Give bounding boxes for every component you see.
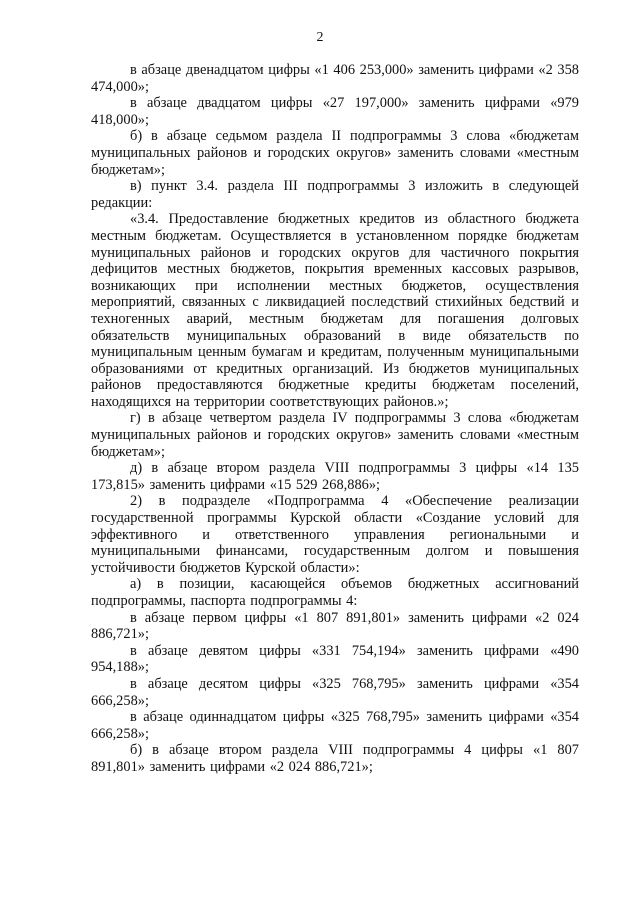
paragraph: в абзаце двадцатом цифры «27 197,000» заменить цифрами «979 418,000»;: [91, 95, 579, 128]
document-body: [91, 62, 579, 776]
paragraph: а) в позиции, касающейся объемов бюджетных ассигнований подпрограммы, паспорта подпрограммы 4:: [91, 576, 579, 609]
page-number: 2: [316, 30, 324, 45]
paragraph: д) в абзаце втором раздела VIII подпрограммы 3 цифры «14 135 173,815» заменить цифрами «15 529 268,886»;: [91, 460, 579, 493]
paragraph: «3.4. Предоставление бюджетных кредитов из областного бюджета местным бюджетам. Осуществляется в установленном порядке бюджетам муниципальных районов и городских округов для частичного покрытия дефицитов местных бюджетов, покрытия временных кассовых разрывов, возникающих при исполнении местных бюджетов, осуществления мероприятий, связанных с ликвидацией последствий стихийных бедствий и техногенных аварий, местным бюджетам для погашения долговых обязательств муниципальных образований в виде обязательств по муниципальным ценным бумагам и кредитам, полученным муниципальными образованиями от кредитных организаций. Из бюджетов муниципальных районов предоставляются бюджетные кредиты бюджетам поселений, находящихся на территории соответствующих районов.»;: [91, 211, 579, 410]
paragraph: б) в абзаце седьмом раздела II подпрограммы 3 слова «бюджетам муниципальных районов и городских округов» заменить словами «местным бюджетам»;: [91, 128, 579, 178]
paragraph: в абзаце девятом цифры «331 754,194» заменить цифрами «490 954,188»;: [91, 642, 579, 676]
paragraph: б) в абзаце втором раздела VIII подпрограммы 4 цифры «1 807 891,801» заменить цифрами «2 024 886,721»;: [91, 742, 579, 775]
paragraph: в абзаце двенадцатом цифры «1 406 253,000» заменить цифрами «2 358 474,000»;: [91, 62, 579, 95]
paragraph: в абзаце одиннадцатом цифры «325 768,795» заменить цифрами «354 666,258»;: [91, 709, 579, 742]
paragraph: в абзаце десятом цифры «325 768,795» заменить цифрами «354 666,258»;: [91, 675, 579, 709]
paragraph: в абзаце первом цифры «1 807 891,801» заменить цифрами «2 024 886,721»;: [91, 609, 579, 643]
paragraph: 2) в подразделе «Подпрограмма 4 «Обеспечение реализации государственной программы Курской области «Создание условий для эффективного и ответственного управления региональными и муниципальными финансами, государственным долгом и повышения устойчивости бюджетов Курской области»:: [91, 493, 579, 576]
paragraph: г) в абзаце четвертом раздела IV подпрограммы 3 слова «бюджетам муниципальных районов и городских округов» заменить словами «местным бюджетам»;: [91, 410, 579, 460]
paragraph: в) пункт 3.4. раздела III подпрограммы 3 изложить в следующей редакции:: [91, 178, 579, 211]
